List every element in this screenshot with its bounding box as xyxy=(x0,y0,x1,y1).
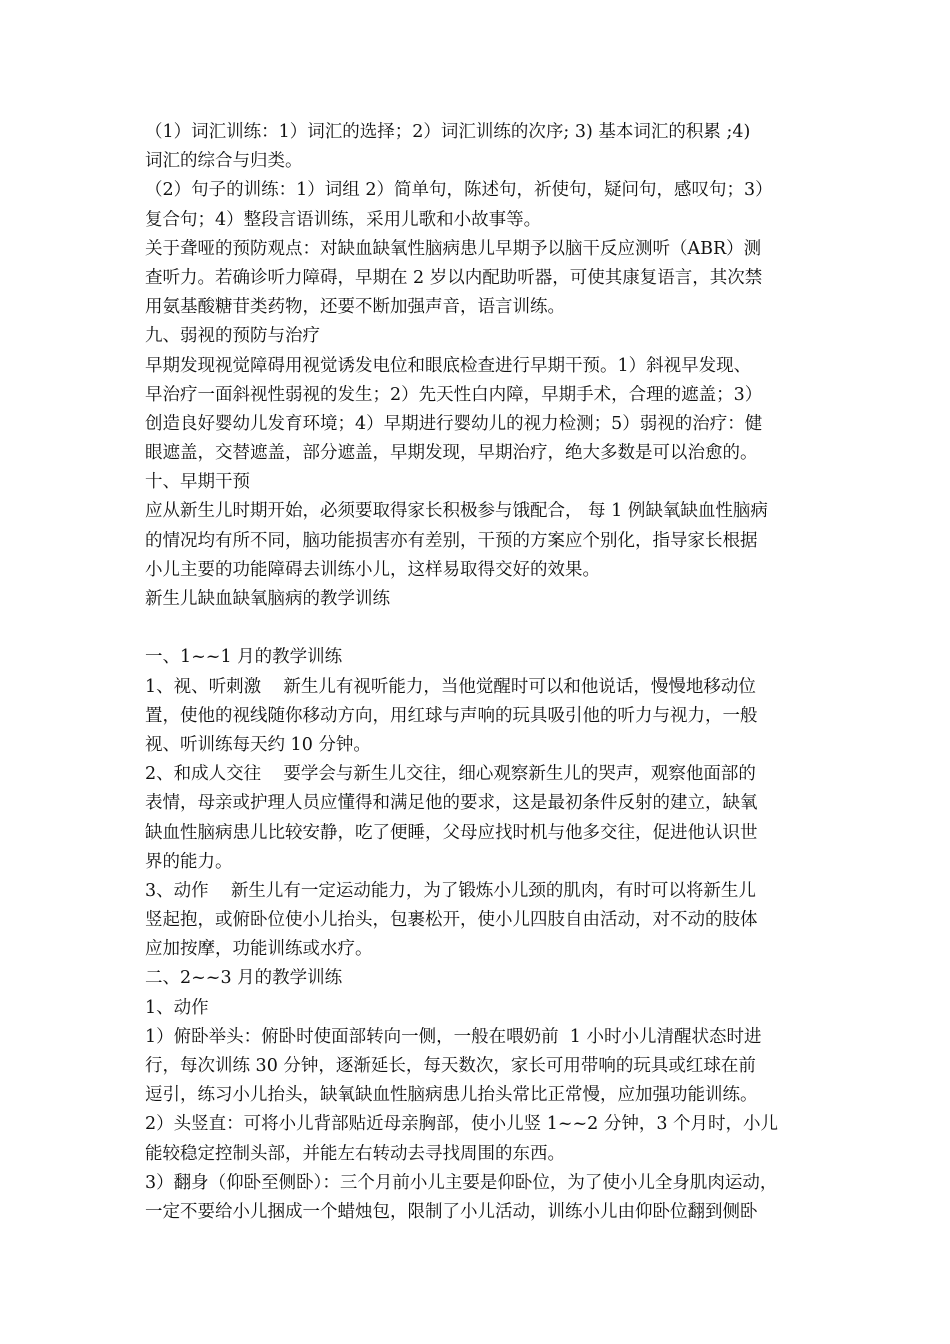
text-line: 词汇的综合与归类。 xyxy=(145,151,303,172)
text-line: 视、听训练每天约 10 分钟。 xyxy=(145,734,371,755)
text-line: 关于聋哑的预防观点：对缺血缺氧性脑病患儿早期予以脑干反应测听（ABR）测 xyxy=(145,238,762,259)
section-heading: 一、1~~1 月的教学训练 xyxy=(145,647,343,668)
blank-line xyxy=(145,614,817,643)
text-line: 眼遮盖，交替遮盖，部分遮盖，早期发现，早期治疗，绝大多数是可以治愈的。 xyxy=(145,443,758,464)
text-line: 缺血性脑病患儿比较安静，吃了便睡，父母应找时机与他多交往，促进他认识世 xyxy=(145,822,758,843)
text-line: 2、和成人交往 要学会与新生儿交往，细心观察新生儿的哭声，观察他面部的 xyxy=(145,764,756,785)
text-line: 能较稳定控制头部，并能左右转动去寻找周围的东西。 xyxy=(145,1143,565,1164)
text-line: 1）俯卧举头：俯卧时使面部转向一侧，一般在喂奶前 1 小时小儿清醒状态时进 xyxy=(145,1026,762,1047)
text-line: 用氨基酸糖苷类药物，还要不断加强声音，语言训练。 xyxy=(145,297,565,318)
text-line: 应加按摩，功能训练或水疗。 xyxy=(145,939,373,960)
section-heading: 十、早期干预 xyxy=(145,472,250,493)
text-line: 应从新生儿时期开始，必须要取得家长积极参与饿配合， 每 1 例缺氧缺血性脑病 xyxy=(145,501,768,522)
text-line: 小儿主要的功能障碍去训练小儿，这样易取得交好的效果。 xyxy=(145,559,600,580)
text-line: 1、视、听刺激 新生儿有视听能力，当他觉醒时可以和他说话，慢慢地移动位 xyxy=(145,676,756,697)
text-line: （1）词汇训练：1）词汇的选择；2）词汇训练的次序; 3) 基本词汇的积累 ;4) xyxy=(145,122,751,142)
text-line: 早期发现视觉障碍用视觉诱发电位和眼底检查进行早期干预。1）斜视早发现、 xyxy=(145,355,752,376)
text-line: 竖起抱，或俯卧位使小儿抬头，包裹松开，使小儿四肢自由活动，对不动的肢体 xyxy=(145,910,758,931)
text-line: 界的能力。 xyxy=(145,851,233,872)
section-heading: 二、2~~3 月的教学训练 xyxy=(145,968,343,989)
text-line: 一定不要给小儿捆成一个蜡烛包，限制了小儿活动，训练小儿由仰卧位翻到侧卧 xyxy=(145,1201,758,1222)
text-line: 逗引，练习小儿抬头，缺氧缺血性脑病患儿抬头常比正常慢，应加强功能训练。 xyxy=(145,1085,758,1106)
text-line: 行，每次训练 30 分钟，逐渐延长，每天数次，家长可用带响的玩具或红球在前 xyxy=(145,1056,756,1076)
text-line: 2）头竖直：可将小儿背部贴近母亲胸部，使小儿竖 1~~2 分钟，3 个月时，小儿 xyxy=(145,1114,779,1135)
text-line: 表情，母亲或护理人员应懂得和满足他的要求，这是最初条件反射的建立，缺氧 xyxy=(145,793,758,814)
subsection-heading: 1、动作 xyxy=(145,997,209,1018)
document-body xyxy=(145,118,817,1227)
text-line: 3）翻身（仰卧至侧卧）：三个月前小儿主要是仰卧位，为了使小儿全身肌肉运动， xyxy=(145,1172,778,1193)
text-line: 置，使他的视线随你移动方向，用红球与声响的玩具吸引他的听力与视力，一般 xyxy=(145,705,758,726)
text-line: （2）句子的训练：1）词组 2）简单句，陈述句，祈使句，疑问句，感叹句；3） xyxy=(145,180,773,201)
text-line: 查听力。若确诊听力障碍，早期在 2 岁以内配助听器，可使其康复语言，其次禁 xyxy=(145,267,763,288)
text-line: 创造良好婴幼儿发育环境；4）早期进行婴幼儿的视力检测；5）弱视的治疗：健 xyxy=(145,413,763,434)
text-line: 复合句；4）整段言语训练，采用儿歌和小故事等。 xyxy=(145,209,542,230)
section-heading: 九、弱视的预防与治疗 xyxy=(145,326,320,347)
text-line: 3、动作 新生儿有一定运动能力，为了锻炼小儿颈的肌肉，有时可以将新生儿 xyxy=(145,880,756,901)
text-line: 早治疗一面斜视性弱视的发生；2）先天性白内障，早期手术，合理的遮盖；3） xyxy=(145,384,763,405)
document-title: 新生儿缺血缺氧脑病的教学训练 xyxy=(145,589,390,609)
text-line: 的情况均有所不同，脑功能损害亦有差别，干预的方案应个别化，指导家长根据 xyxy=(145,530,758,551)
